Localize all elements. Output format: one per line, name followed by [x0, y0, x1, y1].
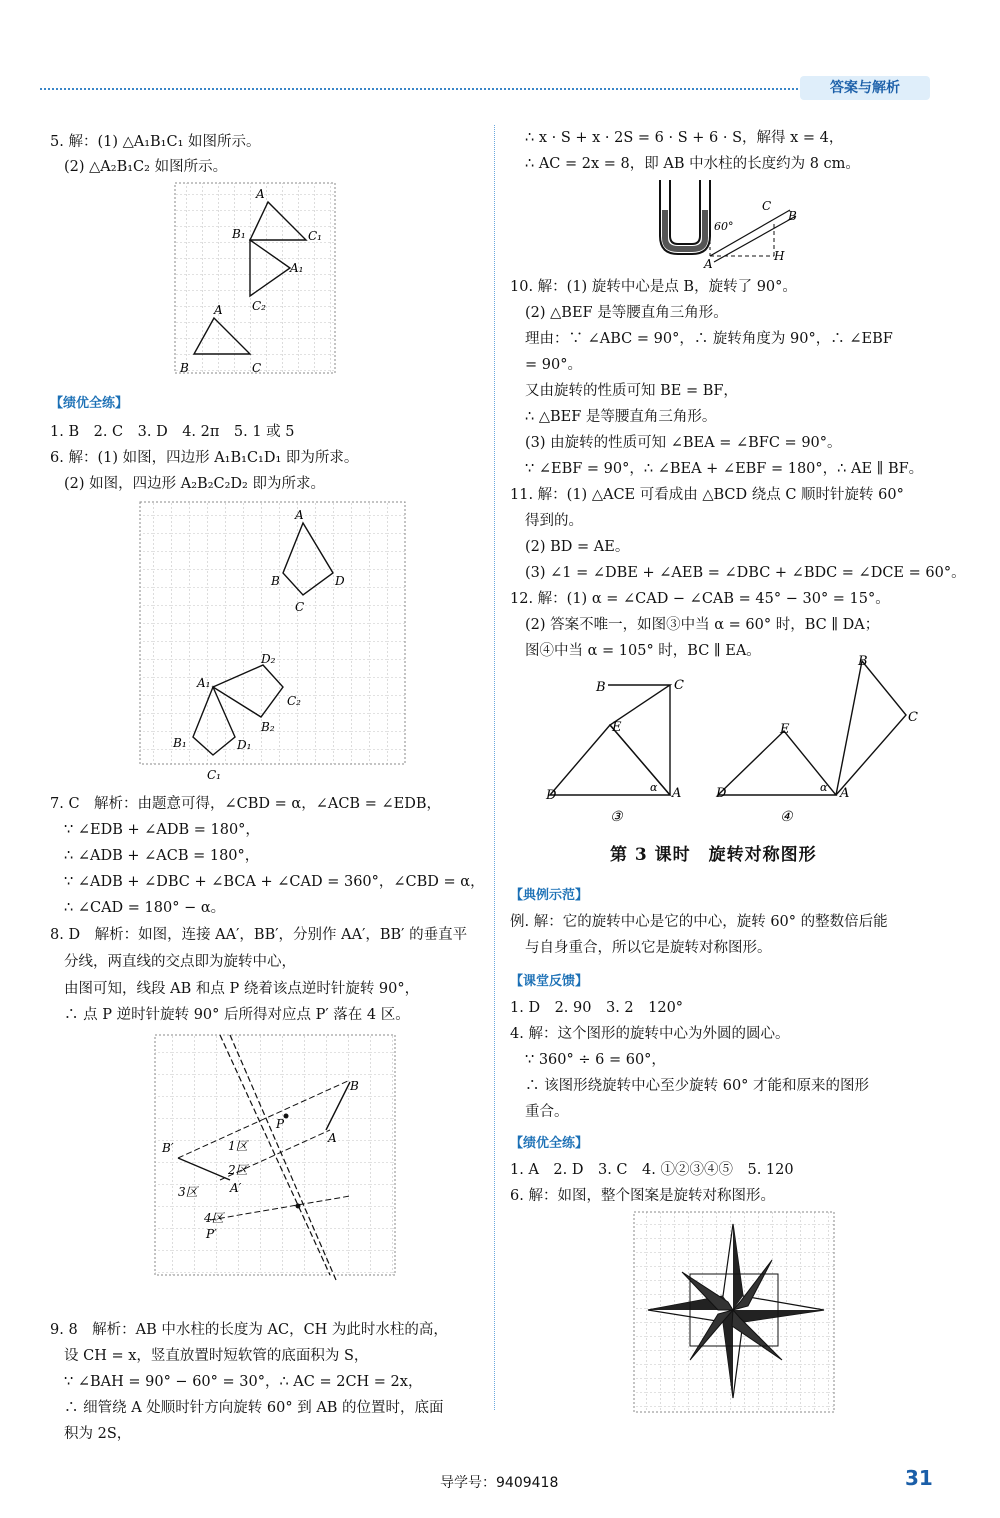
q7-line1: 7. C 解析：由题意可得，∠CBD = α，∠ACB = ∠EDB， — [50, 796, 441, 812]
label: C₂ — [287, 694, 301, 708]
q11-line3: (2) BD = AE。 — [525, 539, 630, 555]
label: C₁ — [308, 229, 322, 243]
label: C — [908, 710, 918, 725]
answer-row: 1. B 2. C 3. D 4. 2π 5. 1 或 5 — [50, 424, 295, 440]
q10-line3: 理由：∵ ∠ABC = 90°，∴ 旋转角度为 90°，∴ ∠EBF — [525, 331, 893, 347]
label: B — [596, 680, 606, 695]
label: α — [820, 781, 828, 794]
q8-line3: 由图可知，线段 AB 和点 P 绕着该点逆时针旋转 90°， — [64, 981, 420, 997]
label: A — [840, 786, 850, 801]
q7-line3: ∴ ∠ADB + ∠ACB = 180°， — [64, 848, 260, 864]
figure-q9 — [650, 176, 810, 268]
label: 4区 — [204, 1211, 224, 1225]
label: B — [788, 209, 797, 223]
q9-cont-line1: ∴ x · S + x · 2S = 6 · S + 6 · S，解得 x = 4， — [525, 130, 844, 146]
label: A — [295, 508, 304, 522]
q12-line1: 12. 解：(1) α = ∠CAD − ∠CAB = 45° − 30° = 15°。 — [510, 591, 890, 607]
label: A′ — [230, 1181, 242, 1195]
label: P′ — [206, 1227, 217, 1241]
label: B — [858, 655, 868, 669]
label: A — [256, 187, 265, 201]
label: C₂ — [252, 299, 266, 313]
section-heading: 【绩优全练】 — [510, 1136, 589, 1151]
label: D₂ — [261, 652, 276, 666]
label: 60° — [714, 220, 734, 233]
q9-cont-line2: ∴ AC = 2x = 8，即 AB 中水柱的长度约为 8 cm。 — [525, 156, 860, 172]
q5-line1: 5. 解：(1) △A₁B₁C₁ 如图所示。 — [50, 134, 261, 150]
label: B — [271, 574, 280, 588]
q12-line3: 图④中当 α = 105° 时，BC ∥ EA。 — [525, 643, 761, 659]
section-heading: 【典例示范】 — [510, 888, 589, 903]
q6r-line: 6. 解：如图，整个图案是旋转对称图形。 — [510, 1188, 775, 1204]
label: D₁ — [237, 738, 252, 752]
fb4-line3: ∴ 该图形绕旋转中心至少旋转 60° 才能和原来的图形 — [525, 1078, 870, 1094]
figure-q12 — [540, 655, 940, 825]
feedback-answers: 1. D 2. 90 3. 2 120° — [510, 1000, 684, 1016]
label: A₁ — [290, 261, 304, 275]
q6-line1: 6. 解：(1) 如图，四边形 A₁B₁C₁D₁ 即为所求。 — [50, 450, 359, 466]
label: C — [762, 199, 772, 213]
q10-line2: (2) △BEF 是等腰直角三角形。 — [525, 305, 728, 321]
label: 3区 — [178, 1185, 198, 1199]
figure-star — [632, 1210, 837, 1415]
guide-number: 导学号：9409418 — [440, 1475, 559, 1491]
column-divider — [494, 125, 495, 1410]
label: B₁ — [173, 736, 187, 750]
label: C — [252, 361, 262, 375]
q10-line1: 10. 解：(1) 旋转中心是点 B，旋转了 90°。 — [510, 279, 797, 295]
label: A — [214, 303, 223, 317]
q6-line2: (2) 如图，四边形 A₂B₂C₂D₂ 即为所求。 — [64, 476, 325, 492]
label: α — [650, 781, 658, 794]
example-line2: 与自身重合，所以它是旋转对称图形。 — [525, 940, 772, 956]
label: A₁ — [197, 676, 211, 690]
answer-row: 1. A 2. D 3. C 4. ①②③④⑤ 5. 120 — [510, 1162, 794, 1178]
q9-line4: ∴ 细管绕 A 处顺时针方向旋转 60° 到 AB 的位置时，底面 — [64, 1400, 444, 1416]
q10-line5: 又由旋转的性质可知 BE = BF， — [525, 383, 738, 399]
label: A — [328, 1131, 337, 1145]
q10-line7: (3) 由旋转的性质可知 ∠BEA = ∠BFC = 90°。 — [525, 435, 842, 451]
label: B₁ — [232, 227, 246, 241]
page-number: 31 — [905, 1466, 933, 1490]
label: ④ — [780, 809, 793, 825]
q11-line2: 得到的。 — [525, 513, 583, 529]
q11-line4: (3) ∠1 = ∠DBE + ∠AEB = ∠DBC + ∠BDC = ∠DCE = 60°。 — [525, 565, 966, 581]
fb4-line1: 4. 解：这个图形的旋转中心为外圆的圆心。 — [510, 1026, 790, 1042]
q9-line5: 积为 2S， — [64, 1426, 132, 1442]
q8-line4: ∴ 点 P 逆时针旋转 90° 后所得对应点 P′ 落在 4 区。 — [64, 1007, 410, 1023]
q8-line2: 分线，两直线的交点即为旋转中心， — [64, 954, 296, 970]
label: B′ — [162, 1141, 174, 1155]
q7-line5: ∴ ∠CAD = 180° − α。 — [64, 900, 226, 916]
label: P — [276, 1117, 285, 1131]
label: B — [350, 1079, 359, 1093]
q10-line4: = 90°。 — [525, 357, 582, 373]
section-heading: 【课堂反馈】 — [510, 974, 589, 989]
label: A — [672, 786, 682, 801]
q9-line2: 设 CH = x，竖直放置时短软管的底面积为 S， — [64, 1348, 369, 1364]
example-line1: 例. 解：它的旋转中心是它的中心，旋转 60° 的整数倍后能 — [510, 914, 888, 930]
label: 2区 — [228, 1163, 248, 1177]
q8-line1: 8. D 解析：如图，连接 AA′，BB′，分别作 AA′，BB′ 的垂直平 — [50, 927, 468, 943]
label: D — [716, 786, 727, 801]
fb4-line2: ∵ 360° ÷ 6 = 60°， — [525, 1052, 666, 1068]
q10-line8: ∵ ∠EBF = 90°，∴ ∠BEA + ∠EBF = 180°，∴ AE ∥ BF。 — [525, 461, 924, 477]
label: D — [335, 574, 345, 588]
figure-q5 — [170, 178, 350, 378]
q12-line2: (2) 答案不唯一，如图③中当 α = 60° 时，BC ∥ DA； — [525, 617, 880, 633]
figure-q8 — [150, 1030, 400, 1310]
label: H — [774, 249, 785, 263]
label: E — [612, 720, 622, 735]
label: B — [180, 361, 189, 375]
label: C — [295, 600, 305, 614]
q7-line4: ∵ ∠ADB + ∠DBC + ∠BCA + ∠CAD = 360°，∠CBD = α， — [64, 874, 485, 890]
figure-q6 — [135, 497, 410, 787]
q5-line2: (2) △A₂B₁C₂ 如图所示。 — [64, 159, 228, 175]
lesson-title: 第 3 课时 旋转对称图形 — [610, 845, 817, 865]
label: D — [546, 788, 557, 803]
label: C₁ — [207, 768, 221, 782]
q11-line1: 11. 解：(1) △ACE 可看成由 △BCD 绕点 C 顺时针旋转 60° — [510, 487, 904, 503]
label: ③ — [610, 809, 623, 825]
label: A — [704, 257, 713, 268]
label: E — [780, 722, 790, 737]
q10-line6: ∴ △BEF 是等腰直角三角形。 — [525, 409, 717, 425]
header-dotted-rule — [40, 88, 910, 90]
label: 1区 — [228, 1139, 248, 1153]
label: B₂ — [261, 720, 275, 734]
label: C — [674, 678, 684, 693]
q7-line2: ∵ ∠EDB + ∠ADB = 180°， — [64, 822, 260, 838]
q9-line1: 9. 8 解析：AB 中水柱的长度为 AC，CH 为此时水柱的高， — [50, 1322, 448, 1338]
fb4-line4: 重合。 — [525, 1104, 569, 1120]
section-heading: 【绩优全练】 — [50, 396, 129, 411]
header-tab: 答案与解析 — [800, 76, 930, 100]
q9-line3: ∵ ∠BAH = 90° − 60° = 30°，∴ AC = 2CH = 2x， — [64, 1374, 423, 1390]
